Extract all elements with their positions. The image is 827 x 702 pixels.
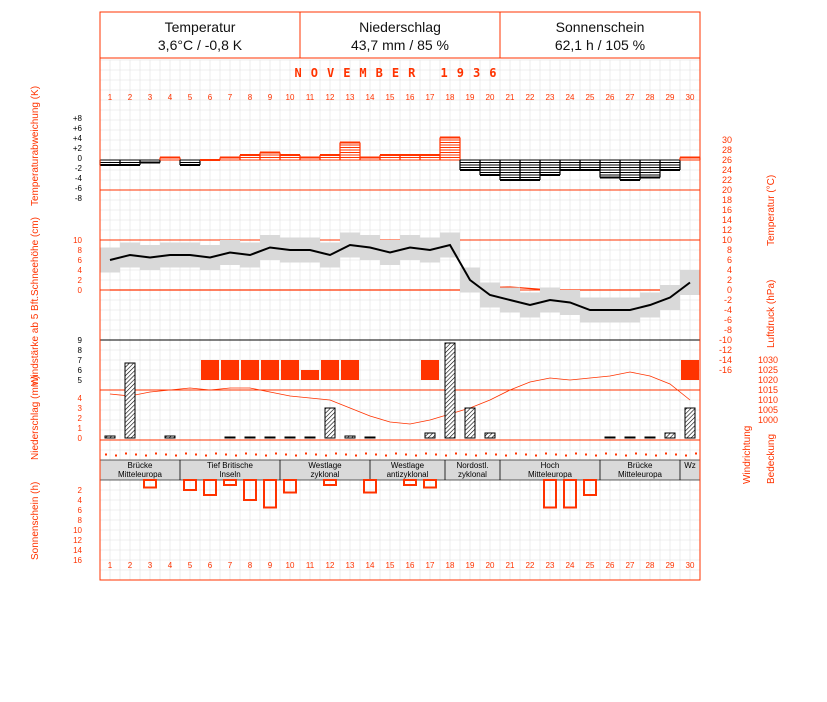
day-label-top: 23 <box>545 93 555 102</box>
sun-tick: 10 <box>73 526 82 535</box>
temp-c-tick: 10 <box>721 235 732 245</box>
header-sunshine-value: 62,1 h / 105 % <box>554 37 646 53</box>
snow-tick: 8 <box>77 246 82 255</box>
day-label-top: 14 <box>365 93 375 102</box>
wind-dir-mark <box>685 455 687 457</box>
day-label-bottom: 25 <box>585 561 595 570</box>
wind-dir-mark <box>545 453 547 455</box>
wind-dir-mark <box>515 453 517 455</box>
day-label-top: 5 <box>187 93 193 102</box>
header-sunshine <box>500 12 700 58</box>
wind-dir-mark <box>585 454 587 456</box>
temp-c-tick: 24 <box>721 165 732 175</box>
label-snow: Schneehöhe (cm) <box>30 217 41 296</box>
precip-bar <box>105 436 115 438</box>
label-temp-c: Temperatur (°C) <box>766 174 777 246</box>
day-label-bottom: 15 <box>385 561 395 570</box>
wind-dir-mark <box>215 453 217 455</box>
temp-c-tick: -14 <box>718 355 732 365</box>
day-label-top: 22 <box>525 93 535 102</box>
weather-type-label: Westlage antizyklonal <box>386 461 429 479</box>
pressure-tick: 1020 <box>757 375 778 385</box>
day-label-bottom: 19 <box>465 561 475 570</box>
anomaly-tick: -8 <box>74 194 82 203</box>
wind-dir-mark <box>675 454 677 456</box>
temp-c-tick: 20 <box>721 185 732 195</box>
temp-c-tick: -2 <box>723 295 732 305</box>
precip-bar <box>125 363 135 438</box>
wind-tick: 9 <box>77 336 82 345</box>
day-label-top: 15 <box>385 93 395 102</box>
temp-c-tick: 16 <box>721 205 732 215</box>
wind-dir-mark <box>285 454 287 456</box>
wind-dir-mark <box>175 455 177 457</box>
day-label-bottom: 8 <box>247 561 253 570</box>
temp-c-tick: -4 <box>723 305 732 315</box>
label-sun: Sonnenschein (h) <box>30 481 41 560</box>
wind-bar <box>321 360 339 380</box>
wind-dir-mark <box>605 453 607 455</box>
wind-bar <box>261 360 279 380</box>
day-label-top: 24 <box>565 93 575 102</box>
pressure-tick: 1015 <box>757 385 778 395</box>
temp-c-tick: 22 <box>721 175 732 185</box>
anomaly-tick: -2 <box>74 164 82 173</box>
day-label-top: 28 <box>645 93 655 102</box>
anomaly-tick: -4 <box>74 174 82 183</box>
precip-bar <box>225 437 235 438</box>
label-pressure: Luftdruck (hPa) <box>766 279 777 348</box>
wind-dir-mark <box>125 453 127 455</box>
wind-dir-mark <box>485 453 487 455</box>
day-label-top: 11 <box>305 93 315 102</box>
wind-dir-mark <box>445 455 447 457</box>
temp-c-tick: -6 <box>723 315 732 325</box>
wind-dir-mark <box>205 455 207 457</box>
snow-tick: 2 <box>77 276 82 285</box>
wind-tick: 8 <box>77 346 82 355</box>
day-label-bottom: 24 <box>565 561 575 570</box>
day-label-top: 1 <box>107 93 113 102</box>
precip-bar <box>485 433 495 438</box>
sun-tick: 8 <box>77 516 82 525</box>
temp-c-tick: 4 <box>726 265 732 275</box>
day-label-bottom: 6 <box>207 561 213 570</box>
day-label-top: 4 <box>167 93 173 102</box>
anomaly-tick: +8 <box>72 114 82 123</box>
temp-c-tick: 30 <box>721 135 732 145</box>
day-label-bottom: 9 <box>267 561 273 570</box>
wind-dir-mark <box>245 453 247 455</box>
day-label-top: 21 <box>505 93 515 102</box>
wind-dir-mark <box>305 453 307 455</box>
header-sunshine-title: Sonnenschein <box>555 19 645 35</box>
wind-dir-mark <box>535 455 537 457</box>
wind-dir-mark <box>465 454 467 456</box>
precip-tick: 2 <box>77 414 82 423</box>
temp-c-tick: -8 <box>723 325 732 335</box>
wind-bar <box>681 360 699 380</box>
wind-bar <box>281 360 299 380</box>
wind-dir-mark <box>505 455 507 457</box>
temp-c-tick: -12 <box>718 345 732 355</box>
wind-dir-mark <box>625 455 627 457</box>
anomaly-bar <box>540 160 560 175</box>
sun-tick: 4 <box>77 496 82 505</box>
wind-dir-mark <box>255 454 257 456</box>
precip-bar <box>665 433 675 438</box>
weather-type-label: Brücke Mitteleuropa <box>617 461 663 479</box>
day-label-top: 9 <box>267 93 273 102</box>
pressure-tick: 1030 <box>757 355 778 365</box>
anomaly-tick: +4 <box>72 134 82 143</box>
precip-bar <box>445 343 455 438</box>
day-label-top: 29 <box>665 93 675 102</box>
label-wind: Windstärke ab 5 Bft. <box>30 295 41 386</box>
day-label-bottom: 18 <box>445 561 455 570</box>
day-label-top: 19 <box>465 93 475 102</box>
day-label-top: 16 <box>405 93 415 102</box>
day-label-top: 30 <box>685 93 695 102</box>
precip-tick: 1 <box>77 424 82 433</box>
wind-dir-mark <box>655 455 657 457</box>
precip-bar <box>245 437 255 438</box>
day-label-bottom: 30 <box>685 561 695 570</box>
wind-dir-mark <box>635 453 637 455</box>
header-temperature <box>100 12 300 58</box>
wind-dir-mark <box>435 454 437 456</box>
day-label-top: 12 <box>325 93 335 102</box>
day-label-top: 20 <box>485 93 495 102</box>
wind-dir-mark <box>265 455 267 457</box>
anomaly-tick: 0 <box>77 154 82 163</box>
wind-dir-mark <box>405 454 407 456</box>
pressure-tick: 1010 <box>757 395 778 405</box>
wind-bar <box>421 360 439 380</box>
day-label-top: 13 <box>345 93 355 102</box>
precip-bar <box>605 437 615 438</box>
pressure-tick: 1005 <box>757 405 778 415</box>
day-label-top: 10 <box>285 93 295 102</box>
temp-c-tick: 14 <box>721 215 732 225</box>
day-label-top: 2 <box>127 93 133 102</box>
day-label-bottom: 20 <box>485 561 495 570</box>
day-label-top: 26 <box>605 93 615 102</box>
wind-dir-mark <box>115 455 117 457</box>
label-precip: Niederschlag (mm) <box>30 375 41 460</box>
sun-tick: 16 <box>73 556 82 565</box>
wind-dir-mark <box>355 455 357 457</box>
wind-dir-mark <box>575 453 577 455</box>
header-precipitation-value: 43,7 mm / 85 % <box>350 37 450 53</box>
wind-dir-mark <box>375 454 377 456</box>
label-temp-anomaly: Temperaturabweichung (K) <box>30 85 41 206</box>
day-label-bottom: 13 <box>345 561 355 570</box>
precip-bar <box>365 437 375 438</box>
temp-c-tick: 8 <box>726 245 732 255</box>
precip-bar <box>645 437 655 438</box>
wind-dir-mark <box>565 455 567 457</box>
header-temperature-title: Temperatur <box>164 19 236 35</box>
day-label-bottom: 1 <box>107 561 113 570</box>
precip-bar <box>625 437 635 438</box>
temp-c-tick: 26 <box>721 155 732 165</box>
precip-bar <box>685 408 695 438</box>
anomaly-tick: +2 <box>72 144 82 153</box>
wind-dir-mark <box>495 454 497 456</box>
day-label-bottom: 12 <box>325 561 335 570</box>
wind-dir-mark <box>615 454 617 456</box>
temp-c-tick: 0 <box>726 285 732 295</box>
temp-c-tick: 12 <box>721 225 732 235</box>
weather-type-label: Tief Britische Inseln <box>207 461 253 479</box>
wind-tick: 7 <box>77 356 82 365</box>
day-label-top: 6 <box>207 93 213 102</box>
wind-dir-mark <box>325 455 327 457</box>
wind-dir-mark <box>385 455 387 457</box>
day-label-bottom: 27 <box>625 561 635 570</box>
wind-dir-mark <box>475 455 477 457</box>
precip-bar <box>345 436 355 438</box>
wind-dir-mark <box>645 454 647 456</box>
day-label-bottom: 16 <box>405 561 415 570</box>
day-label-bottom: 10 <box>285 561 295 570</box>
wind-dir-mark <box>315 454 317 456</box>
sun-tick: 14 <box>73 546 82 555</box>
day-label-top: 7 <box>227 93 233 102</box>
anomaly-bar <box>500 160 520 180</box>
day-label-top: 25 <box>585 93 595 102</box>
wind-bar <box>341 360 359 380</box>
precip-bar <box>165 436 175 438</box>
day-label-bottom: 7 <box>227 561 233 570</box>
day-label-bottom: 22 <box>525 561 535 570</box>
wind-dir-mark <box>425 453 427 455</box>
precip-bar <box>305 437 315 438</box>
temp-c-tick: 28 <box>721 145 732 155</box>
day-label-top: 3 <box>147 93 153 102</box>
day-label-bottom: 5 <box>187 561 193 570</box>
weather-type-label: Hoch Mitteleuropa <box>527 461 573 479</box>
wind-dir-mark <box>525 454 527 456</box>
anomaly-tick: -6 <box>74 184 82 193</box>
anomaly-bar <box>520 160 540 180</box>
wind-dir-mark <box>145 455 147 457</box>
day-label-top: 18 <box>445 93 455 102</box>
day-label-bottom: 17 <box>425 561 435 570</box>
sun-tick: 12 <box>73 536 82 545</box>
wind-dir-mark <box>135 454 137 456</box>
precip-tick: 4 <box>77 394 82 403</box>
anomaly-bar <box>480 160 500 175</box>
precip-bar <box>425 433 435 438</box>
wind-dir-mark <box>395 453 397 455</box>
wind-dir-mark <box>415 455 417 457</box>
wind-dir-mark <box>555 454 557 456</box>
wind-bar <box>201 360 219 380</box>
weather-type-label: Westlage zyklonal <box>308 461 342 479</box>
precip-tick: 0 <box>77 434 82 443</box>
weather-type-label: Nordostl. zyklonal <box>456 461 489 479</box>
wind-tick: 5 <box>77 376 82 385</box>
sun-tick: 6 <box>77 506 82 515</box>
wind-dir-mark <box>185 453 187 455</box>
precip-bar <box>465 408 475 438</box>
wind-dir-mark <box>295 455 297 457</box>
wind-dir-mark <box>335 453 337 455</box>
wind-dir-mark <box>665 453 667 455</box>
day-label-top: 8 <box>247 93 253 102</box>
wind-dir-mark <box>695 453 697 455</box>
wind-dir-mark <box>345 454 347 456</box>
wind-dir-mark <box>165 454 167 456</box>
precip-bar <box>265 437 275 438</box>
day-label-bottom: 28 <box>645 561 655 570</box>
day-label-bottom: 14 <box>365 561 375 570</box>
header-temperature-value: 3,6°C / -0,8 K <box>157 37 243 53</box>
precip-tick: 3 <box>77 404 82 413</box>
wind-dir-mark <box>275 453 277 455</box>
day-label-bottom: 29 <box>665 561 675 570</box>
snow-tick: 10 <box>73 236 82 245</box>
label-wind-dir: Windrichtung <box>742 425 753 484</box>
header-precipitation <box>300 12 500 58</box>
wind-dir-mark <box>595 455 597 457</box>
weather-type-label: Brücke Mitteleuropa <box>117 461 163 479</box>
snow-tick: 4 <box>77 266 82 275</box>
wind-dir-mark <box>455 453 457 455</box>
day-label-bottom: 2 <box>127 561 133 570</box>
temp-c-tick: -10 <box>718 335 732 345</box>
day-label-bottom: 11 <box>305 561 315 570</box>
precip-bar <box>325 408 335 438</box>
day-label-top: 27 <box>625 93 635 102</box>
wind-dir-mark <box>365 453 367 455</box>
day-label-bottom: 3 <box>147 561 153 570</box>
wind-dir-mark <box>235 455 237 457</box>
wind-tick: 6 <box>77 366 82 375</box>
label-cover: Bedeckung <box>766 433 777 484</box>
wind-dir-mark <box>105 454 107 456</box>
anomaly-bar <box>620 160 640 180</box>
wind-bar <box>301 370 319 380</box>
anomaly-tick: +6 <box>72 124 82 133</box>
pressure-tick: 1025 <box>757 365 778 375</box>
temp-c-tick: 6 <box>726 255 732 265</box>
day-label-bottom: 26 <box>605 561 615 570</box>
day-label-bottom: 23 <box>545 561 555 570</box>
wind-dir-mark <box>225 454 227 456</box>
month-title: NOVEMBER 1936 <box>294 66 506 80</box>
snow-tick: 0 <box>77 286 82 295</box>
day-label-top: 17 <box>425 93 435 102</box>
day-label-bottom: 4 <box>167 561 173 570</box>
wind-dir-mark <box>195 454 197 456</box>
day-label-bottom: 21 <box>505 561 515 570</box>
pressure-tick: 1000 <box>757 415 778 425</box>
temp-c-tick: -16 <box>718 365 732 375</box>
wind-bar <box>221 360 239 380</box>
snow-tick: 6 <box>77 256 82 265</box>
temp-c-tick: 18 <box>721 195 732 205</box>
temp-c-tick: 2 <box>726 275 732 285</box>
weather-type-label: Wz <box>684 461 696 470</box>
wind-bar <box>241 360 259 380</box>
sun-tick: 2 <box>77 486 82 495</box>
header-precipitation-title: Niederschlag <box>359 19 441 35</box>
precip-bar <box>285 437 295 438</box>
wind-dir-mark <box>155 453 157 455</box>
